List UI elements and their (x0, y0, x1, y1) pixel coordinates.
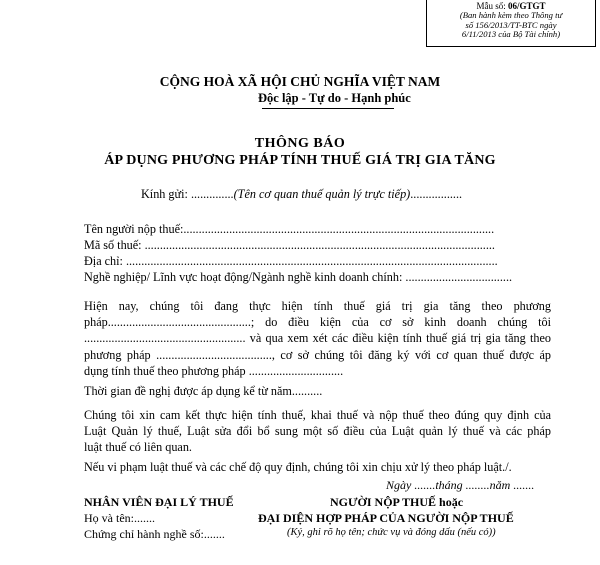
paragraph-commitment-line: Luật Quản lý thuế, Luật sửa đổi bổ sung một số điều của Luật quản lý thuế và các pháp (84, 424, 551, 439)
motto: Độc lập - Tự do - Hạnh phúc (258, 91, 411, 105)
paragraph-start-year: Thời gian đề nghị được áp dụng kể từ năm.......... (84, 384, 323, 398)
paragraph-method-line: Hiện nay, chúng tôi đang thực hiện tính thuế giá trị gia tăng theo phương (84, 299, 551, 313)
paragraph-method (84, 298, 551, 379)
paragraph-commitment-line: luật thuế có liên quan. (84, 440, 192, 455)
address-field: Địa chỉ: .......................................................................................................................... (84, 254, 498, 268)
motto-underline (262, 108, 394, 109)
form-note-line3: 6/11/2013 của Bộ Tài chính) (461, 29, 561, 40)
date-line: Ngày .......tháng ........năm ....... (386, 478, 535, 492)
form-number-label: Mẫu số: (476, 1, 506, 11)
paragraph-method-line: pháp...............................................; do điều kiện của cơ sở kinh doanh chúng tôi (84, 315, 551, 330)
business-field: Nghề nghiệp/ Lĩnh vực hoạt động/Ngành nghề kinh doanh chính: ................................... (84, 270, 513, 284)
form-number-box (426, 0, 596, 47)
document-title: THÔNG BÁO (254, 136, 346, 151)
paragraph-commitment-line: Chúng tôi xin cam kết thực hiện tính thuế, khai thuế và nộp thuế theo đúng quy định của (84, 408, 551, 422)
agent-certificate-line: Chứng chỉ hành nghề số:....... (84, 527, 225, 541)
recipient-trail: ................. (410, 187, 463, 201)
form-note-line2: số 156/2013/TT-BTC ngày (465, 19, 557, 30)
document-subtitle: ÁP DỤNG PHƯƠNG PHÁP TÍNH THUẾ GIÁ TRỊ GIA TĂNG (104, 153, 496, 168)
tax-code-field: Mã số thuế: ................................................................................................................... (84, 238, 495, 252)
paragraph-method-line: phương pháp ......................................, cơ sở chúng tôi đăng ký với cơ quan thuế được áp (84, 347, 551, 362)
taxpayer-name-field: Tên người nộp thuế:...................................................................................................... (84, 222, 495, 236)
agent-signature-title: NHÂN VIÊN ĐẠI LÝ THUẾ (84, 495, 234, 509)
paragraph-method-line: dụng tính thuế theo phương pháp ............................... (84, 363, 344, 378)
recipient-line (141, 187, 462, 202)
taxpayer-signature-title: NGƯỜI NỘP THUẾ hoặc (330, 495, 464, 509)
nation-heading: CỘNG HOÀ XÃ HỘI CHỦ NGHĨA VIỆT NAM (159, 74, 441, 89)
paragraph-commitment (84, 407, 551, 456)
paragraph-method-line: ..................................................... và qua xem xét các điều kiện tính thuế giá trị gia tăng theo (84, 331, 551, 346)
signature-note: (Ký, ghi rõ họ tên; chức vụ và đóng dấu (nếu có)) (287, 527, 496, 538)
agent-name-line: Họ và tên:....... (84, 511, 155, 525)
form-note-line1: (Ban hành kèm theo Thông tư (459, 10, 563, 21)
recipient-value: (Tên cơ quan thuế quản lý trực tiếp) (233, 187, 411, 201)
paragraph-liability: Nếu vi phạm luật thuế và các chế độ quy định, chúng tôi xin chịu xử lý theo pháp luật./. (84, 460, 512, 474)
legal-representative-title: ĐẠI DIỆN HỢP PHÁP CỦA NGƯỜI NỘP THUẾ (258, 511, 514, 525)
form-number-value: 06/GTGT (507, 1, 546, 11)
recipient-label: Kính gửi: .............. (141, 187, 234, 201)
